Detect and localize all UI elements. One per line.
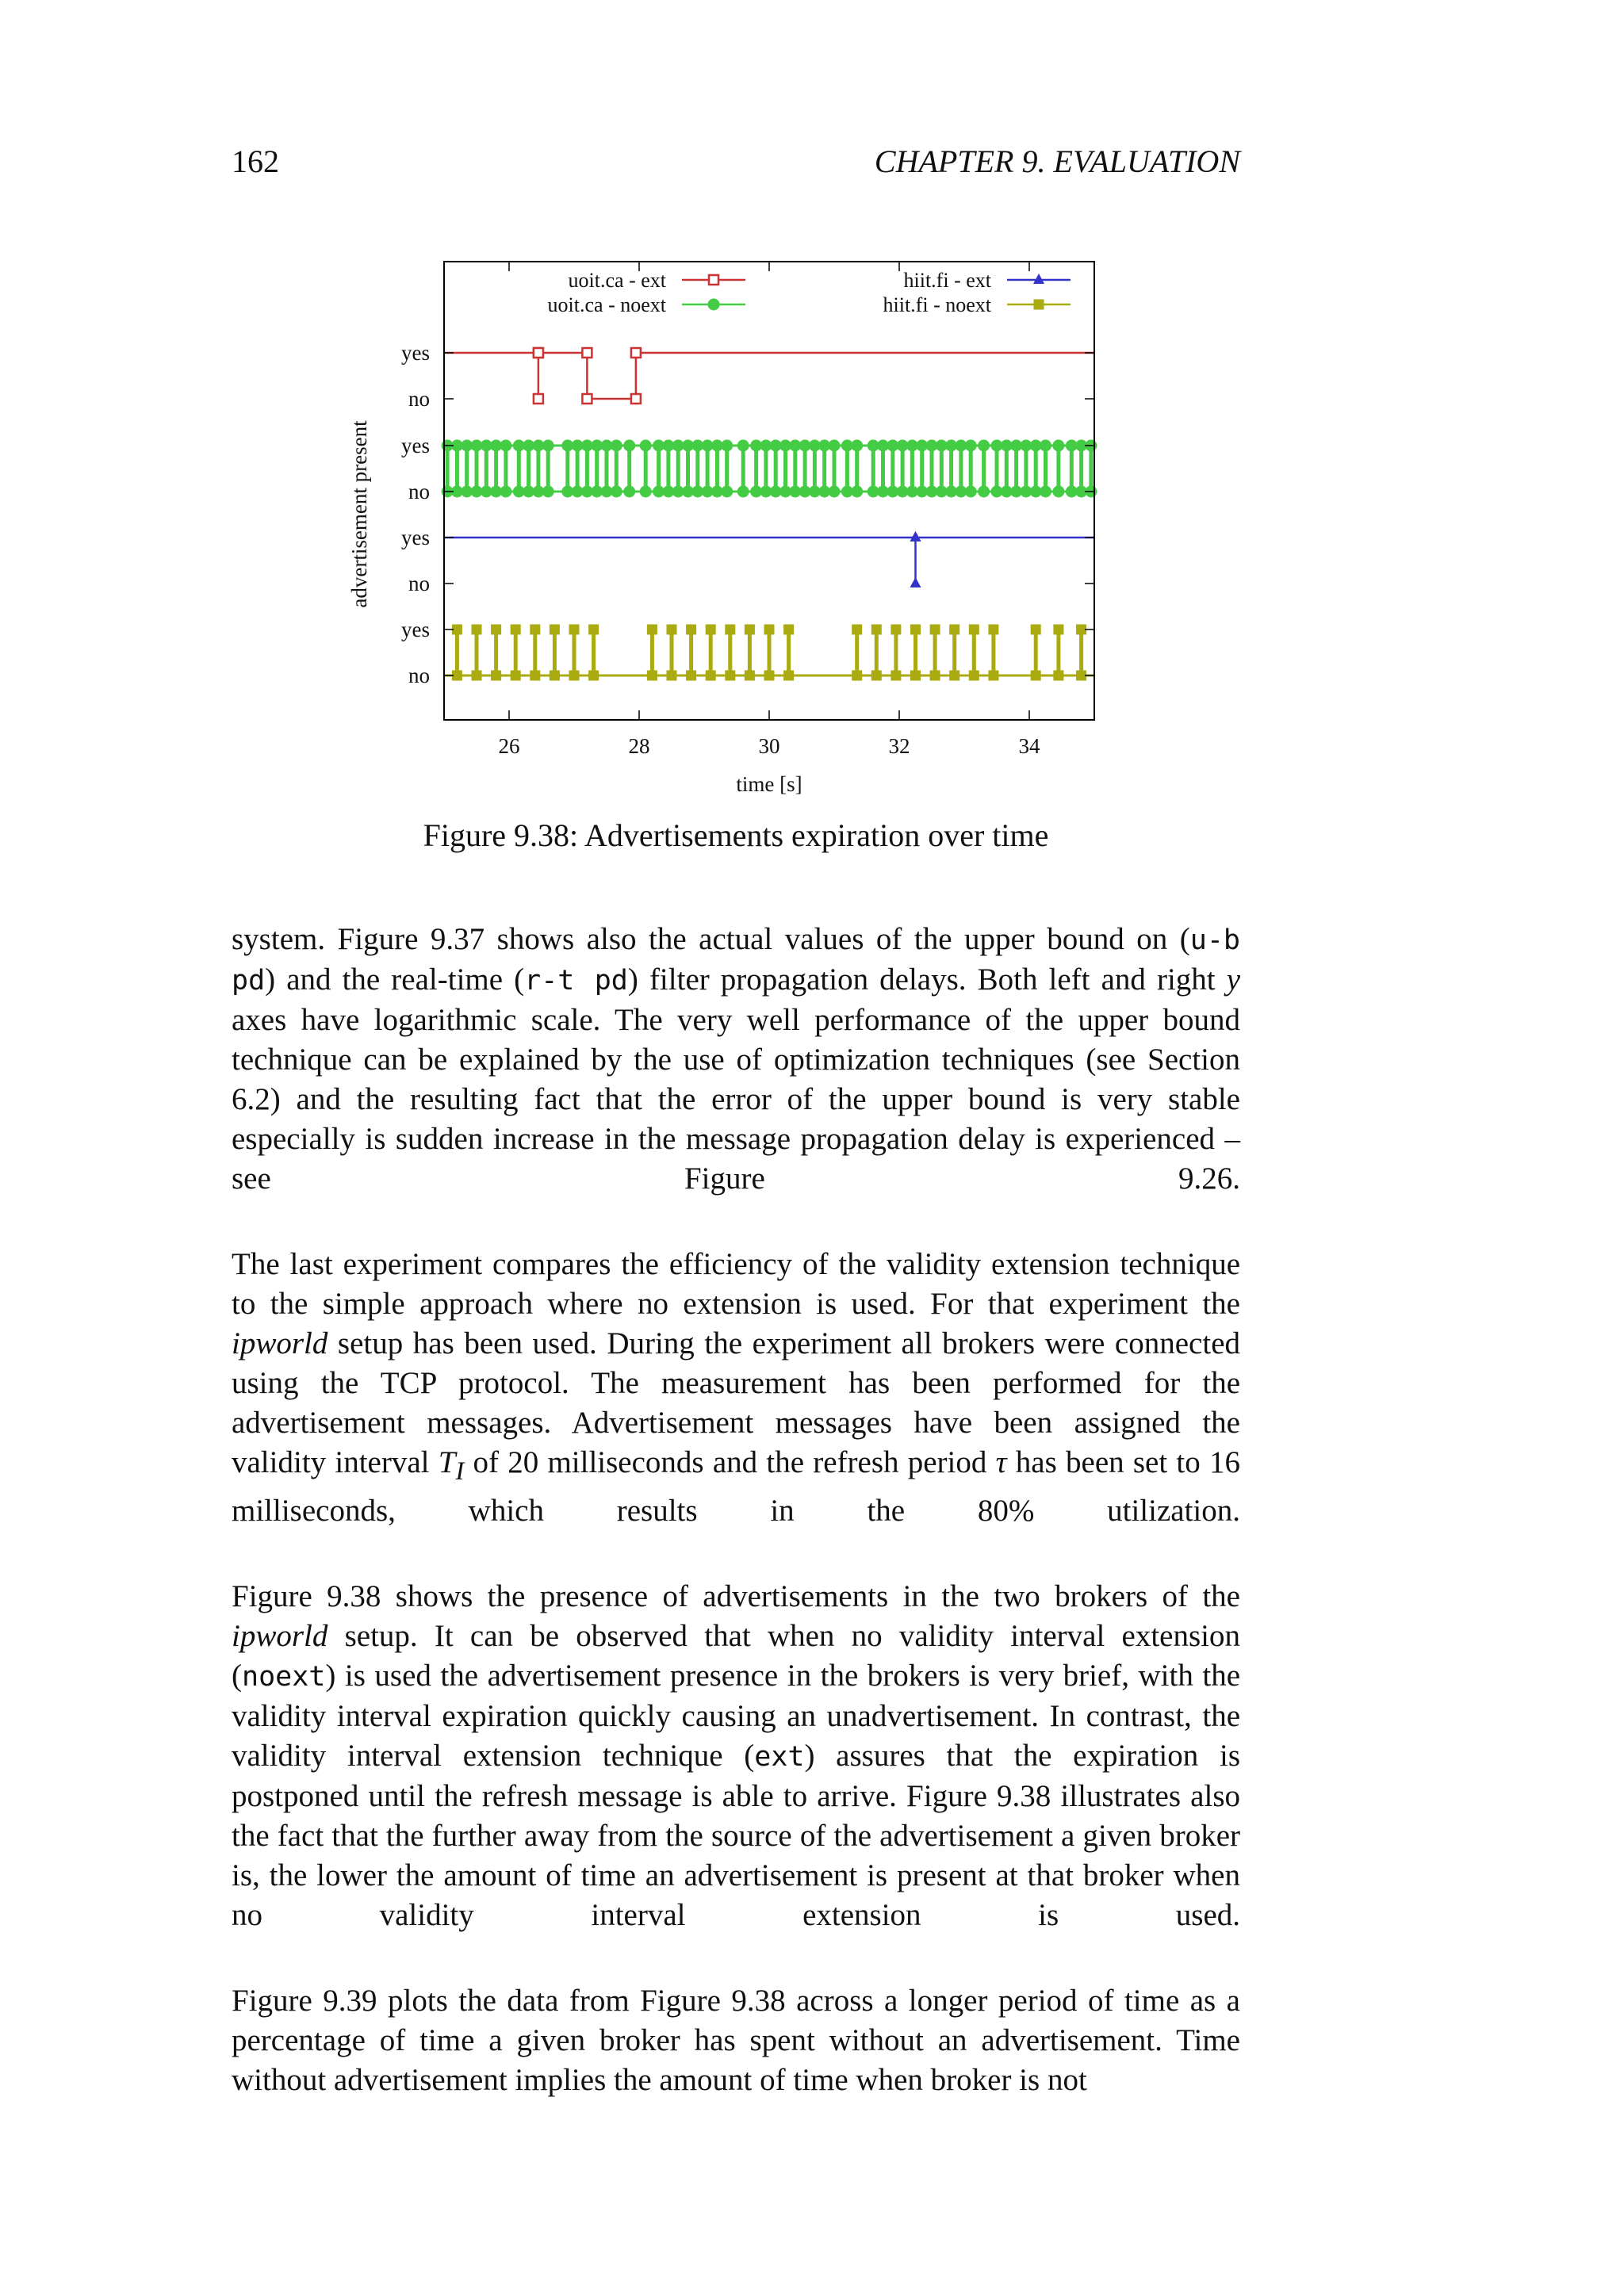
data-point: [726, 671, 735, 680]
text-run: setup. It can be observed that when no validity interval extension (: [232, 1618, 1240, 1693]
data-point: [647, 671, 657, 680]
body-text: [232, 920, 1240, 2107]
data-point: [631, 394, 641, 404]
data-point: [511, 625, 520, 634]
text-run: ) is used the advertisement presence in the brokers is very brief, with the validity interval expiration quickly causing an unadvertisement. In contrast, the validity interval extension technique (: [232, 1658, 1240, 1773]
data-point: [784, 625, 794, 634]
data-point: [640, 440, 651, 451]
data-point: [667, 671, 676, 680]
data-point: [569, 671, 579, 680]
text-run: noext: [242, 1660, 326, 1693]
data-point: [534, 394, 543, 404]
text-run: τ: [995, 1445, 1007, 1479]
paragraph: [232, 1981, 1240, 2100]
data-point: [1054, 625, 1063, 634]
data-point: [530, 671, 540, 680]
data-point: [589, 625, 599, 634]
legend-label: hiit.fi - noext: [883, 293, 991, 316]
series-line: [444, 353, 1094, 399]
data-point: [910, 531, 921, 541]
text-run: has been set to 16 milliseconds, which results in the 80% utilization.: [232, 1445, 1241, 1528]
x-tick-label: 34: [1018, 734, 1040, 758]
page-header: [232, 143, 1240, 190]
legend-label: hiit.fi - ext: [903, 269, 991, 292]
page-number: 162: [232, 144, 279, 179]
text-run: u-b pd: [232, 924, 1240, 997]
data-point: [500, 486, 511, 497]
data-point: [511, 671, 520, 680]
text-run: Figure 9.39 plots the data from Figure 9.38 across a longer period of time as a percentage of time a given broker has spent without an advertisement. Time without advertisement implies the amount of time when broker is not: [232, 1983, 1240, 2097]
data-point: [745, 625, 754, 634]
data-point: [492, 625, 501, 634]
data-point: [722, 486, 733, 497]
data-point: [852, 671, 862, 680]
data-point: [624, 440, 635, 451]
series-hiit-noext: [444, 625, 1094, 680]
data-point: [722, 440, 733, 451]
data-point: [709, 275, 718, 285]
legend-entry: [569, 269, 745, 292]
x-tick-label: 32: [888, 734, 910, 758]
data-point: [1040, 486, 1051, 497]
series-line: [444, 538, 1094, 584]
data-point: [891, 671, 901, 680]
text-run: ext: [754, 1740, 805, 1773]
data-point: [582, 394, 592, 404]
x-tick-label: 28: [628, 734, 650, 758]
legend-entry: [548, 293, 745, 316]
data-point: [784, 671, 794, 680]
data-point: [589, 671, 599, 680]
data-point: [452, 625, 462, 634]
text-run: ) filter propagation delays. Both left and right: [627, 962, 1227, 997]
x-tick-label: 30: [758, 734, 780, 758]
data-point: [569, 625, 579, 634]
data-point: [708, 299, 719, 310]
data-point: [852, 625, 862, 634]
data-point: [871, 671, 881, 680]
data-point: [829, 440, 840, 451]
text-run: ) and the real-time (: [265, 962, 525, 997]
data-point: [965, 440, 976, 451]
data-point: [829, 486, 840, 497]
data-point: [492, 671, 501, 680]
data-point: [871, 625, 881, 634]
chapter-title: CHAPTER 9. EVALUATION: [874, 144, 1240, 179]
data-point: [647, 625, 657, 634]
data-point: [582, 348, 592, 358]
legend-label: uoit.ca - ext: [568, 269, 666, 292]
data-point: [1031, 671, 1040, 680]
paragraph: [232, 1245, 1240, 1571]
data-point: [852, 486, 863, 497]
data-point: [930, 625, 940, 634]
data-point: [1034, 300, 1044, 309]
data-point: [472, 625, 481, 634]
y-tick-label: no: [408, 387, 430, 411]
data-point: [687, 625, 696, 634]
y-tick-label: yes: [401, 526, 430, 549]
data-point: [550, 671, 559, 680]
data-point: [989, 625, 998, 634]
figure-caption: Figure 9.38: Advertisements expiration over time: [423, 817, 1049, 853]
data-point: [745, 671, 754, 680]
data-point: [667, 625, 676, 634]
text-run: T: [438, 1445, 456, 1479]
data-point: [910, 577, 921, 587]
legend-entry: [904, 269, 1071, 292]
data-point: [452, 671, 462, 680]
data-point: [542, 486, 553, 497]
y-axis-label: advertisement present: [347, 420, 371, 608]
data-point: [472, 671, 481, 680]
data-point: [950, 625, 959, 634]
data-point: [764, 671, 774, 680]
text-run: y: [1226, 962, 1240, 997]
data-point: [989, 671, 998, 680]
series-uoit-noext: [442, 440, 1097, 497]
data-point: [726, 625, 735, 634]
data-point: [1054, 671, 1063, 680]
data-point: [706, 671, 715, 680]
series-uoit-ext: [444, 348, 1094, 404]
series-hiit-ext: [444, 531, 1094, 587]
x-axis-label: time [s]: [736, 772, 802, 796]
y-tick-label: yes: [401, 434, 430, 457]
data-point: [891, 625, 901, 634]
advertisement-expiration-chart: [333, 246, 1126, 817]
data-point: [550, 625, 559, 634]
data-point: [500, 440, 511, 451]
data-point: [687, 671, 696, 680]
data-point: [611, 440, 622, 451]
data-point: [1031, 625, 1040, 634]
data-point: [631, 348, 641, 358]
data-point: [1053, 440, 1064, 451]
data-point: [1077, 671, 1086, 680]
data-point: [624, 486, 635, 497]
data-point: [965, 486, 976, 497]
data-point: [737, 486, 749, 497]
data-point: [706, 625, 715, 634]
data-point: [1040, 440, 1051, 451]
data-point: [930, 671, 940, 680]
data-point: [764, 625, 774, 634]
y-tick-label: no: [408, 664, 430, 687]
paragraph: [232, 1577, 1240, 1975]
data-point: [969, 625, 979, 634]
data-point: [979, 486, 990, 497]
data-point: [611, 486, 622, 497]
legend-entry: [883, 293, 1071, 316]
y-tick-label: yes: [401, 341, 430, 365]
text-run: system. Figure 9.37 shows also the actual values of the upper bound on (: [232, 922, 1190, 956]
legend-label: uoit.ca - noext: [547, 293, 666, 316]
text-run: ipworld: [232, 1618, 328, 1653]
data-point: [1077, 625, 1086, 634]
text-run: axes have logarithmic scale. The very well performance of the upper bound technique can be explained by the use of optimization techniques (see Section 6.2) and the resulting fact that the error of the upper bound is very stable especially is sudden increase in the message propagation delay is experienced – see Figure 9.26.: [232, 1003, 1240, 1196]
data-point: [542, 440, 553, 451]
data-point: [1033, 274, 1044, 284]
y-tick-label: no: [408, 480, 430, 503]
data-point: [737, 440, 749, 451]
data-point: [852, 440, 863, 451]
data-point: [950, 671, 959, 680]
data-point: [979, 440, 990, 451]
text-run: r-t pd: [524, 965, 628, 997]
data-point: [640, 486, 651, 497]
text-run: ) assures that the expiration is postponed until the refresh message is able to arrive. Figure 9.38 illustrates also the fact that the further away from the source of the advertisement a given broker is, the lower the amount of time an advertisement is present at that broker when no validity interval extension is used.: [232, 1738, 1240, 1932]
text-run: Figure 9.38 shows the presence of advertisements in the two brokers of the: [232, 1578, 1240, 1613]
text-run: The last experiment compares the efficiency of the validity extension technique to the simple approach where no extension is used. For that experiment the: [232, 1247, 1240, 1321]
data-point: [534, 348, 543, 358]
text-run: of 20 milliseconds and the refresh period: [464, 1445, 996, 1479]
text-run: setup has been used. During the experiment all brokers were connected using the TCP protocol. The measurement has been performed for the advertisement messages. Advertisement messages have been assigned the validity interval: [232, 1326, 1240, 1479]
y-tick-label: no: [408, 572, 430, 595]
paragraph: [232, 920, 1240, 1238]
data-point: [1053, 486, 1064, 497]
y-tick-label: yes: [401, 618, 430, 641]
data-point: [911, 625, 921, 634]
data-point: [530, 625, 540, 634]
data-point: [969, 671, 979, 680]
x-tick-label: 26: [498, 734, 520, 758]
data-point: [911, 671, 921, 680]
text-run: ipworld: [232, 1326, 328, 1360]
text-run: I: [455, 1456, 465, 1486]
